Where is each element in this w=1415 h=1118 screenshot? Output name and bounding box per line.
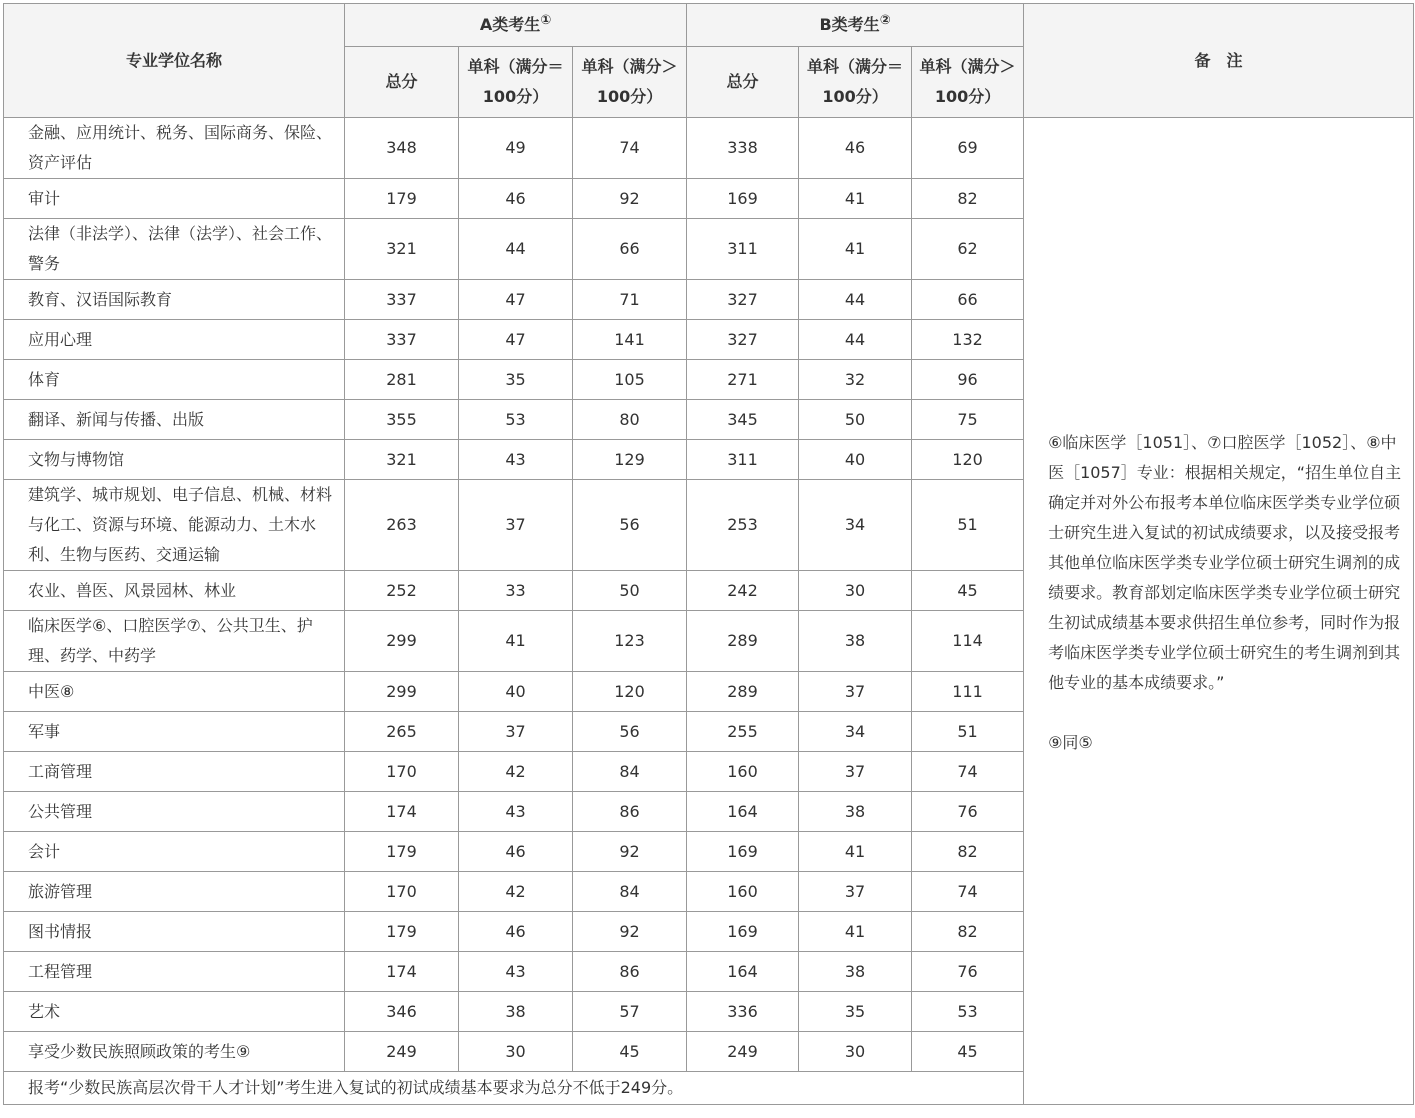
score-cell-a-eq: 38 <box>459 992 573 1032</box>
score-cell-a-eq: 43 <box>459 792 573 832</box>
score-cell-a-eq: 47 <box>459 280 573 320</box>
score-cell-b-gt: 82 <box>912 832 1024 872</box>
score-cell-b-total: 336 <box>687 992 799 1032</box>
score-cell-a-total: 337 <box>345 320 459 360</box>
remarks-cell <box>1024 118 1414 1105</box>
score-cell-b-gt: 75 <box>912 400 1024 440</box>
program-name-cell: 建筑学、城市规划、电子信息、机械、材料与化工、资源与环境、能源动力、土木水利、生物与医药、交通运输 <box>4 480 345 571</box>
score-cell-a-eq: 40 <box>459 672 573 712</box>
header-group-a: A类考生① <box>345 4 687 47</box>
score-cell-a-gt: 86 <box>573 792 687 832</box>
score-cell-a-gt: 71 <box>573 280 687 320</box>
score-cell-b-gt: 96 <box>912 360 1024 400</box>
score-cell-b-gt: 74 <box>912 872 1024 912</box>
program-name-cell: 应用心理 <box>4 320 345 360</box>
score-cell-b-gt: 51 <box>912 480 1024 571</box>
footnote-mark-2: ② <box>879 13 891 28</box>
score-cell-b-gt: 45 <box>912 571 1024 611</box>
program-name-cell: 工商管理 <box>4 752 345 792</box>
score-cell-a-gt: 129 <box>573 440 687 480</box>
score-cell-b-total: 311 <box>687 219 799 280</box>
header-group-b: B类考生② <box>687 4 1024 47</box>
score-cell-b-eq: 37 <box>799 872 912 912</box>
score-cell-b-gt: 114 <box>912 611 1024 672</box>
score-cell-a-eq: 42 <box>459 752 573 792</box>
score-cell-a-eq: 33 <box>459 571 573 611</box>
score-cell-b-eq: 44 <box>799 320 912 360</box>
program-name-cell: 法律（非法学）、法律（法学）、社会工作、警务 <box>4 219 345 280</box>
program-name-cell: 翻译、新闻与传播、出版 <box>4 400 345 440</box>
score-cell-b-total: 327 <box>687 320 799 360</box>
score-cell-a-total: 348 <box>345 118 459 179</box>
program-name-cell: 文物与博物馆 <box>4 440 345 480</box>
score-cell-a-total: 170 <box>345 872 459 912</box>
score-cell-b-eq: 41 <box>799 219 912 280</box>
score-cell-b-total: 311 <box>687 440 799 480</box>
score-cell-b-total: 249 <box>687 1032 799 1072</box>
program-name-cell: 中医⑧ <box>4 672 345 712</box>
program-name-cell: 农业、兽医、风景园林、林业 <box>4 571 345 611</box>
score-cell-b-gt: 120 <box>912 440 1024 480</box>
score-cell-b-eq: 30 <box>799 1032 912 1072</box>
remarks-clinical-note: ⑥临床医学［1051］、⑦口腔医学［1052］、⑧中医［1057］专业：根据相关规定，“招生单位自主确定并对外公布报考本单位临床医学类专业学位硕士研究生进入复试的初试成绩要求，以及接受报考其他单位临床医学类专业学位硕士研究生调剂的成绩要求。教育部划定临床医学类专业学位硕士研究生初试成绩基本要求供招生单位参考，同时作为报考临床医学类专业学位硕士研究生的考生调剂到其他专业的基本成绩要求。” <box>1048 433 1402 692</box>
score-cell-b-gt: 66 <box>912 280 1024 320</box>
score-cell-b-eq: 38 <box>799 952 912 992</box>
score-cell-b-gt: 53 <box>912 992 1024 1032</box>
score-cell-a-total: 179 <box>345 832 459 872</box>
score-cell-a-gt: 56 <box>573 712 687 752</box>
score-cell-a-total: 337 <box>345 280 459 320</box>
program-name-cell: 享受少数民族照顾政策的考生⑨ <box>4 1032 345 1072</box>
score-cell-a-eq: 46 <box>459 832 573 872</box>
score-cell-b-gt: 51 <box>912 712 1024 752</box>
header-remarks: 备 注 <box>1024 4 1414 118</box>
score-cell-b-gt: 132 <box>912 320 1024 360</box>
score-cell-b-total: 164 <box>687 952 799 992</box>
score-cell-a-eq: 37 <box>459 480 573 571</box>
program-name-cell: 体育 <box>4 360 345 400</box>
score-cell-a-total: 321 <box>345 219 459 280</box>
score-cell-a-eq: 42 <box>459 872 573 912</box>
score-cell-b-total: 255 <box>687 712 799 752</box>
score-cell-a-gt: 74 <box>573 118 687 179</box>
program-name-cell: 审计 <box>4 179 345 219</box>
score-cell-b-gt: 69 <box>912 118 1024 179</box>
score-cell-b-total: 169 <box>687 179 799 219</box>
header-b-single-gt: 单科（满分＞100分） <box>912 47 1024 118</box>
score-cell-a-eq: 44 <box>459 219 573 280</box>
score-cell-b-gt: 111 <box>912 672 1024 712</box>
score-cell-b-total: 169 <box>687 912 799 952</box>
header-a-single-eq: 单科（满分＝100分） <box>459 47 573 118</box>
score-cell-b-eq: 41 <box>799 832 912 872</box>
table-row <box>4 118 1414 179</box>
score-cell-a-gt: 92 <box>573 912 687 952</box>
score-cell-a-gt: 45 <box>573 1032 687 1072</box>
score-cell-a-gt: 56 <box>573 480 687 571</box>
score-cell-b-gt: 76 <box>912 952 1024 992</box>
score-cell-b-eq: 41 <box>799 179 912 219</box>
score-cell-a-eq: 37 <box>459 712 573 752</box>
score-cell-b-eq: 50 <box>799 400 912 440</box>
score-cell-a-total: 179 <box>345 179 459 219</box>
score-cell-b-total: 242 <box>687 571 799 611</box>
score-cell-b-eq: 35 <box>799 992 912 1032</box>
score-cell-a-eq: 47 <box>459 320 573 360</box>
score-cell-a-total: 281 <box>345 360 459 400</box>
score-cell-b-gt: 76 <box>912 792 1024 832</box>
score-cell-a-total: 249 <box>345 1032 459 1072</box>
score-cell-a-gt: 57 <box>573 992 687 1032</box>
score-cell-a-gt: 80 <box>573 400 687 440</box>
score-cell-b-eq: 37 <box>799 672 912 712</box>
score-cell-a-total: 299 <box>345 672 459 712</box>
header-a-single-gt: 单科（满分＞100分） <box>573 47 687 118</box>
score-cell-b-total: 160 <box>687 872 799 912</box>
footer-note: 报考“少数民族高层次骨干人才计划”考生进入复试的初试成绩基本要求为总分不低于249分。 <box>4 1072 1024 1105</box>
score-cell-a-total: 346 <box>345 992 459 1032</box>
score-cell-b-eq: 37 <box>799 752 912 792</box>
score-cell-a-eq: 53 <box>459 400 573 440</box>
score-cell-a-total: 174 <box>345 792 459 832</box>
score-cell-b-total: 164 <box>687 792 799 832</box>
score-cell-a-gt: 50 <box>573 571 687 611</box>
score-cell-a-gt: 66 <box>573 219 687 280</box>
score-cell-b-eq: 38 <box>799 792 912 832</box>
score-cell-a-total: 299 <box>345 611 459 672</box>
score-table <box>3 3 1414 1105</box>
score-cell-b-gt: 74 <box>912 752 1024 792</box>
header-row-1 <box>4 4 1414 47</box>
program-name-cell: 临床医学⑥、口腔医学⑦、公共卫生、护理、药学、中药学 <box>4 611 345 672</box>
score-cell-b-total: 160 <box>687 752 799 792</box>
table-body <box>4 118 1414 1105</box>
score-cell-b-eq: 34 <box>799 480 912 571</box>
score-cell-b-total: 338 <box>687 118 799 179</box>
score-cell-a-eq: 46 <box>459 912 573 952</box>
score-cell-a-eq: 43 <box>459 952 573 992</box>
score-cell-a-gt: 84 <box>573 752 687 792</box>
score-cell-a-eq: 49 <box>459 118 573 179</box>
remarks-same-as-note: ⑨同⑤ <box>1048 733 1093 752</box>
score-cell-b-eq: 41 <box>799 912 912 952</box>
score-cell-a-total: 265 <box>345 712 459 752</box>
score-cell-a-eq: 46 <box>459 179 573 219</box>
program-name-cell: 金融、应用统计、税务、国际商务、保险、资产评估 <box>4 118 345 179</box>
score-cell-a-eq: 30 <box>459 1032 573 1072</box>
score-cell-a-gt: 141 <box>573 320 687 360</box>
score-cell-a-gt: 105 <box>573 360 687 400</box>
score-cell-a-gt: 92 <box>573 832 687 872</box>
program-name-cell: 军事 <box>4 712 345 752</box>
score-cell-a-eq: 43 <box>459 440 573 480</box>
score-cell-a-total: 170 <box>345 752 459 792</box>
program-name-cell: 工程管理 <box>4 952 345 992</box>
score-cell-b-total: 253 <box>687 480 799 571</box>
header-a-total: 总分 <box>345 47 459 118</box>
score-cell-b-eq: 34 <box>799 712 912 752</box>
score-cell-a-total: 263 <box>345 480 459 571</box>
score-cell-a-total: 355 <box>345 400 459 440</box>
score-cell-b-eq: 32 <box>799 360 912 400</box>
score-cell-a-gt: 84 <box>573 872 687 912</box>
score-cell-b-total: 345 <box>687 400 799 440</box>
score-cell-b-gt: 82 <box>912 179 1024 219</box>
score-cell-b-gt: 82 <box>912 912 1024 952</box>
program-name-cell: 公共管理 <box>4 792 345 832</box>
score-cell-a-gt: 123 <box>573 611 687 672</box>
score-cell-a-total: 321 <box>345 440 459 480</box>
footnote-mark-1: ① <box>540 13 552 28</box>
score-cell-b-eq: 44 <box>799 280 912 320</box>
score-cell-b-eq: 40 <box>799 440 912 480</box>
score-cell-a-total: 174 <box>345 952 459 992</box>
score-cell-b-gt: 62 <box>912 219 1024 280</box>
header-b-total: 总分 <box>687 47 799 118</box>
score-cell-b-eq: 46 <box>799 118 912 179</box>
score-cell-b-eq: 38 <box>799 611 912 672</box>
score-cell-a-gt: 120 <box>573 672 687 712</box>
score-cell-b-total: 327 <box>687 280 799 320</box>
score-cell-b-total: 169 <box>687 832 799 872</box>
program-name-cell: 教育、汉语国际教育 <box>4 280 345 320</box>
score-cell-a-total: 179 <box>345 912 459 952</box>
score-cell-b-eq: 30 <box>799 571 912 611</box>
score-cell-b-gt: 45 <box>912 1032 1024 1072</box>
header-program-name: 专业学位名称 <box>4 4 345 118</box>
score-cell-b-total: 271 <box>687 360 799 400</box>
score-cell-a-total: 252 <box>345 571 459 611</box>
program-name-cell: 图书情报 <box>4 912 345 952</box>
score-cell-a-gt: 86 <box>573 952 687 992</box>
program-name-cell: 旅游管理 <box>4 872 345 912</box>
header-b-single-eq: 单科（满分＝100分） <box>799 47 912 118</box>
score-cell-a-eq: 35 <box>459 360 573 400</box>
score-cell-b-total: 289 <box>687 611 799 672</box>
score-cell-a-gt: 92 <box>573 179 687 219</box>
score-cell-b-total: 289 <box>687 672 799 712</box>
program-name-cell: 艺术 <box>4 992 345 1032</box>
program-name-cell: 会计 <box>4 832 345 872</box>
score-cell-a-eq: 41 <box>459 611 573 672</box>
